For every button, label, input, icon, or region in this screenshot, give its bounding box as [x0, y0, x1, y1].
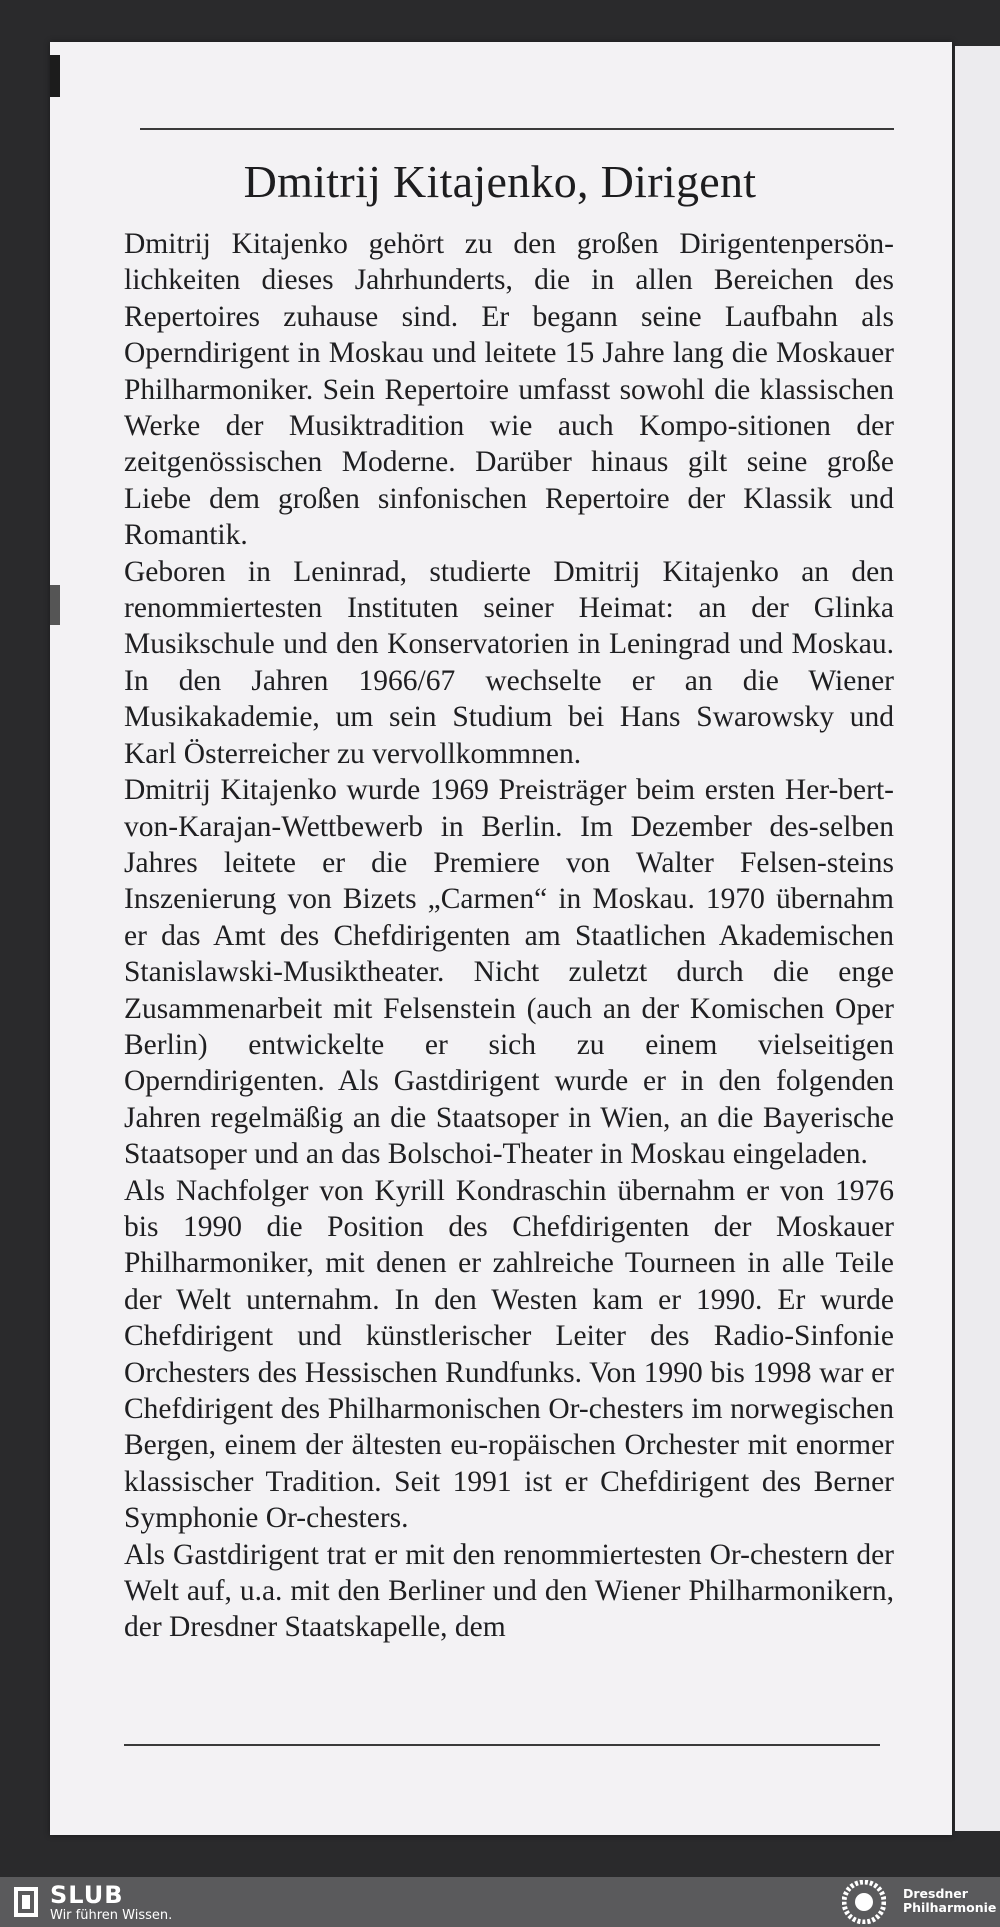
binding-mark — [50, 585, 60, 625]
library-tagline: Wir führen Wissen. — [50, 1908, 173, 1923]
paragraph: Geboren in Leninrad, studierte Dmitrij Kitajenko an den renommiertesten Instituten seiner Heimat: an der Glinka Musikschule und den Konservatorien in Leningrad und Moskau. In den Jahren 1966/67 wechselte er an die Wiener Musikakademie, um sein Studium bei Hans Swarowsky und Karl Österreicher zu vervollkommnen. — [124, 555, 894, 770]
bottom-rule — [124, 1744, 880, 1746]
paragraph: Als Gastdirigent trat er mit den renommiertesten Or-chestern der Welt auf, u.a. mit den Berliner und den Wiener Philharmonikern, der Dresdner Staatskapelle, dem — [124, 1538, 894, 1644]
paragraph: Dmitrij Kitajenko wurde 1969 Preisträger beim ersten Her-bert-von-Karajan-Wettbewerb in Berlin. Im Dezember des-selben Jahres leitete er die Premiere von Walter Felsen-steins Inszenierung von Bizets „Carmen“ in Moskau. 1970 übernahm er das Amt des Chefdirigenten am Staatlichen Akademischen Stanislawski-Musiktheater. Nicht zuletzt durch die enge Zusammenarbeit mit Felsenstein (auch an der Komischen Oper Berlin) entwickelte er sich zu einem vielseitigen Operndirigenten. Als Gastdirigent wurde er in den folgenden Jahren regelmäßig an die Staatsoper in Wien, an die Bayerische Staatsoper und an das Bolschoi-Theater in Moskau eingeladen. — [124, 774, 894, 1171]
philharmonie-logo-icon — [842, 1880, 886, 1924]
partner-name-line: Philharmonie — [903, 1900, 997, 1915]
page-title: Dmitrij Kitajenko, Dirigent — [243, 156, 757, 207]
slub-logo-icon — [14, 1887, 38, 1917]
partner-name — [903, 1887, 996, 1915]
top-rule — [140, 128, 894, 130]
library-name: SLUB — [50, 1881, 124, 1909]
paragraph: Dmitrij Kitajenko gehört zu den großen Dirigentenpersön-lichkeiten dieses Jahrhunderts, die in allen Bereichen des Repertoires zuhause sind. Er begann seine Laufbahn als Operndirigent in Moskau und leitete 15 Jahre lang die Moskauer Philharmoniker. Sein Repertoire umfasst sowohl die klassischen Werke der Musiktradition wie auch Kompo-sitionen der zeitgenössischen Moderne. Darüber hinaus gilt seine große Liebe dem großen sinfonischen Repertoire der Klassik und Romantik. — [124, 228, 894, 552]
article-body — [124, 226, 894, 1646]
binding-mark — [50, 55, 60, 97]
partner-name-line: Dresdner — [903, 1886, 968, 1901]
paragraph: Als Nachfolger von Kyrill Kondraschin übernahm er von 1976 bis 1990 die Position des Chefdirigenten der Moskauer Philharmoniker, mit denen er zahlreiche Tourneen in alle Teile der Welt unternahm. In den Westen kam er 1990. Er wurde Chefdirigent und künstlerischer Leiter des Radio-Sinfonie Orchesters des Hessischen Rundfunks. Von 1990 bis 1998 war er Chefdirigent des Philharmonischen Or-chesters im norwegischen Bergen, einem der ältesten eu-ropäischen Orchester mit enormer klassischer Tradition. Seit 1991 ist er Chefdirigent des Berner Symphonie Or-chesters. — [124, 1174, 894, 1535]
adjacent-page-edge — [955, 46, 1000, 1831]
